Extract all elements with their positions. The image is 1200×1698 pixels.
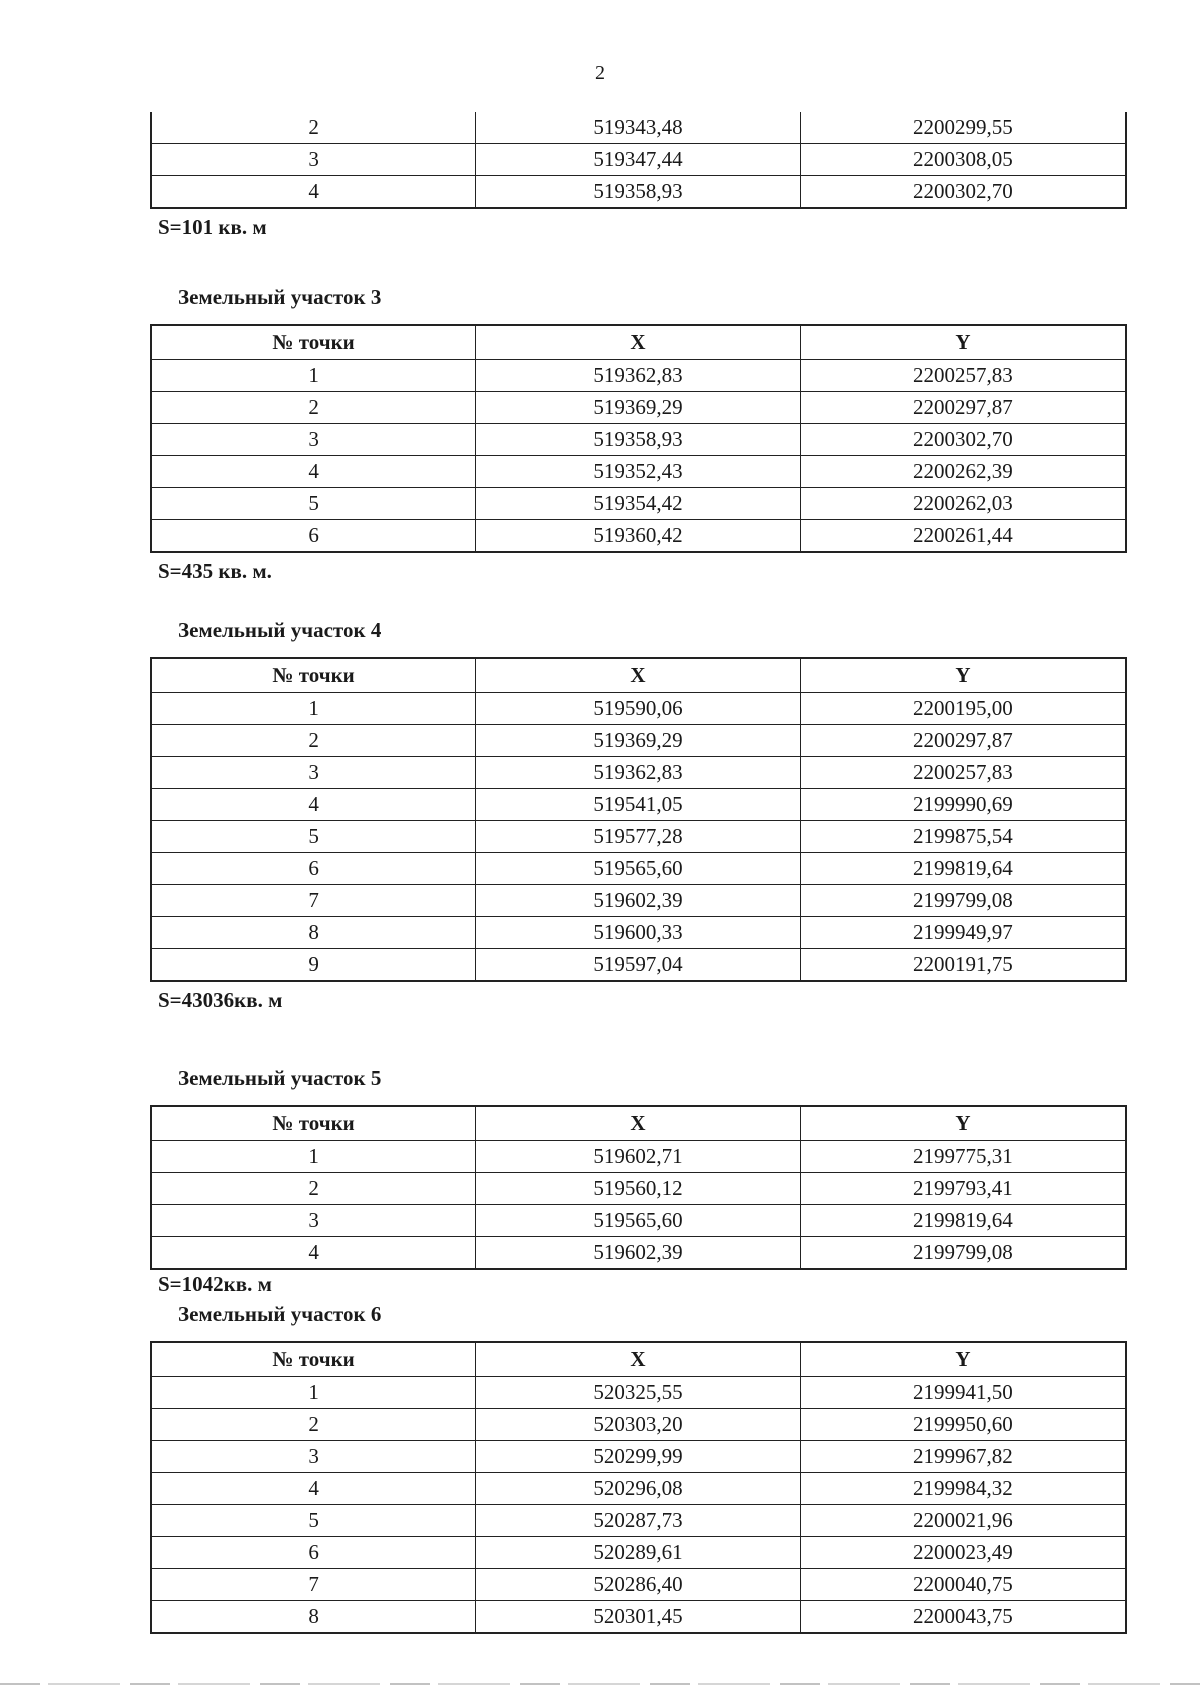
coord-y: 2200021,96 bbox=[800, 1505, 1126, 1537]
coord-y: 2200297,87 bbox=[800, 392, 1126, 424]
table-row bbox=[151, 1141, 1126, 1173]
table-row bbox=[151, 1377, 1126, 1409]
coord-y: 2199967,82 bbox=[800, 1441, 1126, 1473]
table-row bbox=[151, 885, 1126, 917]
coord-x: 520325,55 bbox=[476, 1377, 801, 1409]
table-row bbox=[151, 1173, 1126, 1205]
coord-y: 2200262,39 bbox=[800, 456, 1126, 488]
coord-x: 519343,48 bbox=[476, 112, 801, 144]
coord-y: 2200191,75 bbox=[800, 949, 1126, 982]
table-row bbox=[151, 1537, 1126, 1569]
table-header-row bbox=[151, 658, 1126, 693]
area-label: S=435 кв. м. bbox=[158, 559, 272, 583]
point-number: 1 bbox=[151, 360, 476, 392]
header-x: X bbox=[476, 658, 801, 693]
coord-y: 2200023,49 bbox=[800, 1537, 1126, 1569]
point-number: 4 bbox=[151, 1237, 476, 1270]
table-row bbox=[151, 392, 1126, 424]
coord-y: 2199819,64 bbox=[800, 853, 1126, 885]
coord-x: 519362,83 bbox=[476, 757, 801, 789]
table-row bbox=[151, 821, 1126, 853]
point-number: 1 bbox=[151, 1141, 476, 1173]
coord-x: 519560,12 bbox=[476, 1173, 801, 1205]
coord-y: 2200195,00 bbox=[800, 693, 1126, 725]
coord-y: 2199793,41 bbox=[800, 1173, 1126, 1205]
point-number: 7 bbox=[151, 1569, 476, 1601]
point-number: 6 bbox=[151, 853, 476, 885]
parcel-3-section bbox=[150, 285, 1127, 584]
point-number: 3 bbox=[151, 757, 476, 789]
coord-x: 519362,83 bbox=[476, 360, 801, 392]
coord-y: 2200257,83 bbox=[800, 360, 1126, 392]
table-row bbox=[151, 1409, 1126, 1441]
table-row bbox=[151, 360, 1126, 392]
coord-x: 519597,04 bbox=[476, 949, 801, 982]
parcel-6-table bbox=[150, 1341, 1127, 1634]
point-number: 3 bbox=[151, 1205, 476, 1237]
parcel-3-table bbox=[150, 324, 1127, 553]
coord-x: 520301,45 bbox=[476, 1601, 801, 1634]
point-number: 8 bbox=[151, 1601, 476, 1634]
coord-y: 2199990,69 bbox=[800, 789, 1126, 821]
header-point: № точки bbox=[151, 1342, 476, 1377]
coord-y: 2200261,44 bbox=[800, 520, 1126, 553]
header-x: X bbox=[476, 1106, 801, 1141]
table-row bbox=[151, 1205, 1126, 1237]
coord-x: 520299,99 bbox=[476, 1441, 801, 1473]
coord-x: 519369,29 bbox=[476, 392, 801, 424]
table-row bbox=[151, 1505, 1126, 1537]
coord-x: 519352,43 bbox=[476, 456, 801, 488]
table-row bbox=[151, 1473, 1126, 1505]
header-point: № точки bbox=[151, 1106, 476, 1141]
table-row bbox=[151, 112, 1126, 144]
coord-x: 520287,73 bbox=[476, 1505, 801, 1537]
header-point: № точки bbox=[151, 658, 476, 693]
parcel-title: Земельный участок 5 bbox=[178, 1066, 382, 1090]
coord-x: 519577,28 bbox=[476, 821, 801, 853]
continuation-rows bbox=[151, 112, 1126, 208]
table-row bbox=[151, 424, 1126, 456]
coord-x: 519602,39 bbox=[476, 1237, 801, 1270]
header-x: X bbox=[476, 325, 801, 360]
coord-x: 519565,60 bbox=[476, 1205, 801, 1237]
coord-y: 2200297,87 bbox=[800, 725, 1126, 757]
parcel-title: Земельный участок 6 bbox=[178, 1302, 382, 1326]
coord-y: 2200299,55 bbox=[800, 112, 1126, 144]
coord-y: 2200302,70 bbox=[800, 424, 1126, 456]
area-label: S=101 кв. м bbox=[158, 215, 267, 239]
table-row bbox=[151, 1569, 1126, 1601]
point-number: 4 bbox=[151, 456, 476, 488]
coord-x: 519600,33 bbox=[476, 917, 801, 949]
coord-y: 2199875,54 bbox=[800, 821, 1126, 853]
coord-x: 519358,93 bbox=[476, 424, 801, 456]
coord-y: 2200302,70 bbox=[800, 176, 1126, 209]
point-number: 2 bbox=[151, 392, 476, 424]
continuation-section bbox=[150, 112, 1127, 240]
parcel-4-table bbox=[150, 657, 1127, 982]
table-row bbox=[151, 176, 1126, 209]
point-number: 5 bbox=[151, 1505, 476, 1537]
parcel-5-table bbox=[150, 1105, 1127, 1270]
parcel-title: Земельный участок 3 bbox=[178, 285, 382, 309]
coord-x: 519541,05 bbox=[476, 789, 801, 821]
coord-y: 2199819,64 bbox=[800, 1205, 1126, 1237]
coord-x: 519358,93 bbox=[476, 176, 801, 209]
coord-x: 519360,42 bbox=[476, 520, 801, 553]
coord-y: 2199775,31 bbox=[800, 1141, 1126, 1173]
coord-x: 520286,40 bbox=[476, 1569, 801, 1601]
point-number: 8 bbox=[151, 917, 476, 949]
parcel-5-section bbox=[150, 1066, 1127, 1297]
point-number: 1 bbox=[151, 1377, 476, 1409]
coord-x: 519602,39 bbox=[476, 885, 801, 917]
table-row bbox=[151, 757, 1126, 789]
coord-y: 2200308,05 bbox=[800, 144, 1126, 176]
point-number: 2 bbox=[151, 112, 476, 144]
point-number: 9 bbox=[151, 949, 476, 982]
header-y: Y bbox=[800, 1106, 1126, 1141]
point-number: 4 bbox=[151, 789, 476, 821]
continuation-table bbox=[150, 112, 1127, 209]
table-row bbox=[151, 1237, 1126, 1270]
header-y: Y bbox=[800, 325, 1126, 360]
point-number: 1 bbox=[151, 693, 476, 725]
coord-y: 2199984,32 bbox=[800, 1473, 1126, 1505]
coord-y: 2200257,83 bbox=[800, 757, 1126, 789]
point-number: 5 bbox=[151, 821, 476, 853]
parcel-6-section bbox=[150, 1302, 1127, 1634]
point-number: 2 bbox=[151, 1409, 476, 1441]
coord-x: 520303,20 bbox=[476, 1409, 801, 1441]
coord-x: 519590,06 bbox=[476, 693, 801, 725]
coord-x: 519354,42 bbox=[476, 488, 801, 520]
point-number: 6 bbox=[151, 1537, 476, 1569]
coord-x: 519565,60 bbox=[476, 853, 801, 885]
table-row bbox=[151, 1601, 1126, 1634]
table-row bbox=[151, 456, 1126, 488]
coord-y: 2199950,60 bbox=[800, 1409, 1126, 1441]
coord-y: 2199949,97 bbox=[800, 917, 1126, 949]
header-point: № точки bbox=[151, 325, 476, 360]
point-number: 2 bbox=[151, 725, 476, 757]
table-row bbox=[151, 917, 1126, 949]
parcel-title: Земельный участок 4 bbox=[178, 618, 382, 642]
coord-y: 2200262,03 bbox=[800, 488, 1126, 520]
point-number: 3 bbox=[151, 424, 476, 456]
coord-x: 519369,29 bbox=[476, 725, 801, 757]
coord-y: 2200040,75 bbox=[800, 1569, 1126, 1601]
scan-artifact-line bbox=[0, 1683, 1200, 1685]
parcel-4-section bbox=[150, 618, 1127, 1013]
point-number: 3 bbox=[151, 1441, 476, 1473]
coord-x: 519602,71 bbox=[476, 1141, 801, 1173]
point-number: 4 bbox=[151, 1473, 476, 1505]
table-row bbox=[151, 488, 1126, 520]
table-row bbox=[151, 693, 1126, 725]
table-row bbox=[151, 144, 1126, 176]
point-number: 4 bbox=[151, 176, 476, 209]
coord-y: 2199941,50 bbox=[800, 1377, 1126, 1409]
header-y: Y bbox=[800, 658, 1126, 693]
table-row bbox=[151, 789, 1126, 821]
table-header-row bbox=[151, 1342, 1126, 1377]
header-y: Y bbox=[800, 1342, 1126, 1377]
coord-y: 2200043,75 bbox=[800, 1601, 1126, 1634]
coord-y: 2199799,08 bbox=[800, 885, 1126, 917]
table-row bbox=[151, 725, 1126, 757]
coord-y: 2199799,08 bbox=[800, 1237, 1126, 1270]
point-number: 6 bbox=[151, 520, 476, 553]
table-row bbox=[151, 520, 1126, 553]
point-number: 2 bbox=[151, 1173, 476, 1205]
coord-x: 519347,44 bbox=[476, 144, 801, 176]
page-number: 2 bbox=[595, 62, 605, 84]
header-x: X bbox=[476, 1342, 801, 1377]
coord-x: 520296,08 bbox=[476, 1473, 801, 1505]
point-number: 3 bbox=[151, 144, 476, 176]
point-number: 7 bbox=[151, 885, 476, 917]
table-row bbox=[151, 949, 1126, 982]
table-row bbox=[151, 853, 1126, 885]
table-row bbox=[151, 1441, 1126, 1473]
table-header-row bbox=[151, 325, 1126, 360]
area-label: S=43036кв. м bbox=[158, 988, 283, 1012]
table-header-row bbox=[151, 1106, 1126, 1141]
area-label: S=1042кв. м bbox=[158, 1272, 272, 1296]
point-number: 5 bbox=[151, 488, 476, 520]
coord-x: 520289,61 bbox=[476, 1537, 801, 1569]
